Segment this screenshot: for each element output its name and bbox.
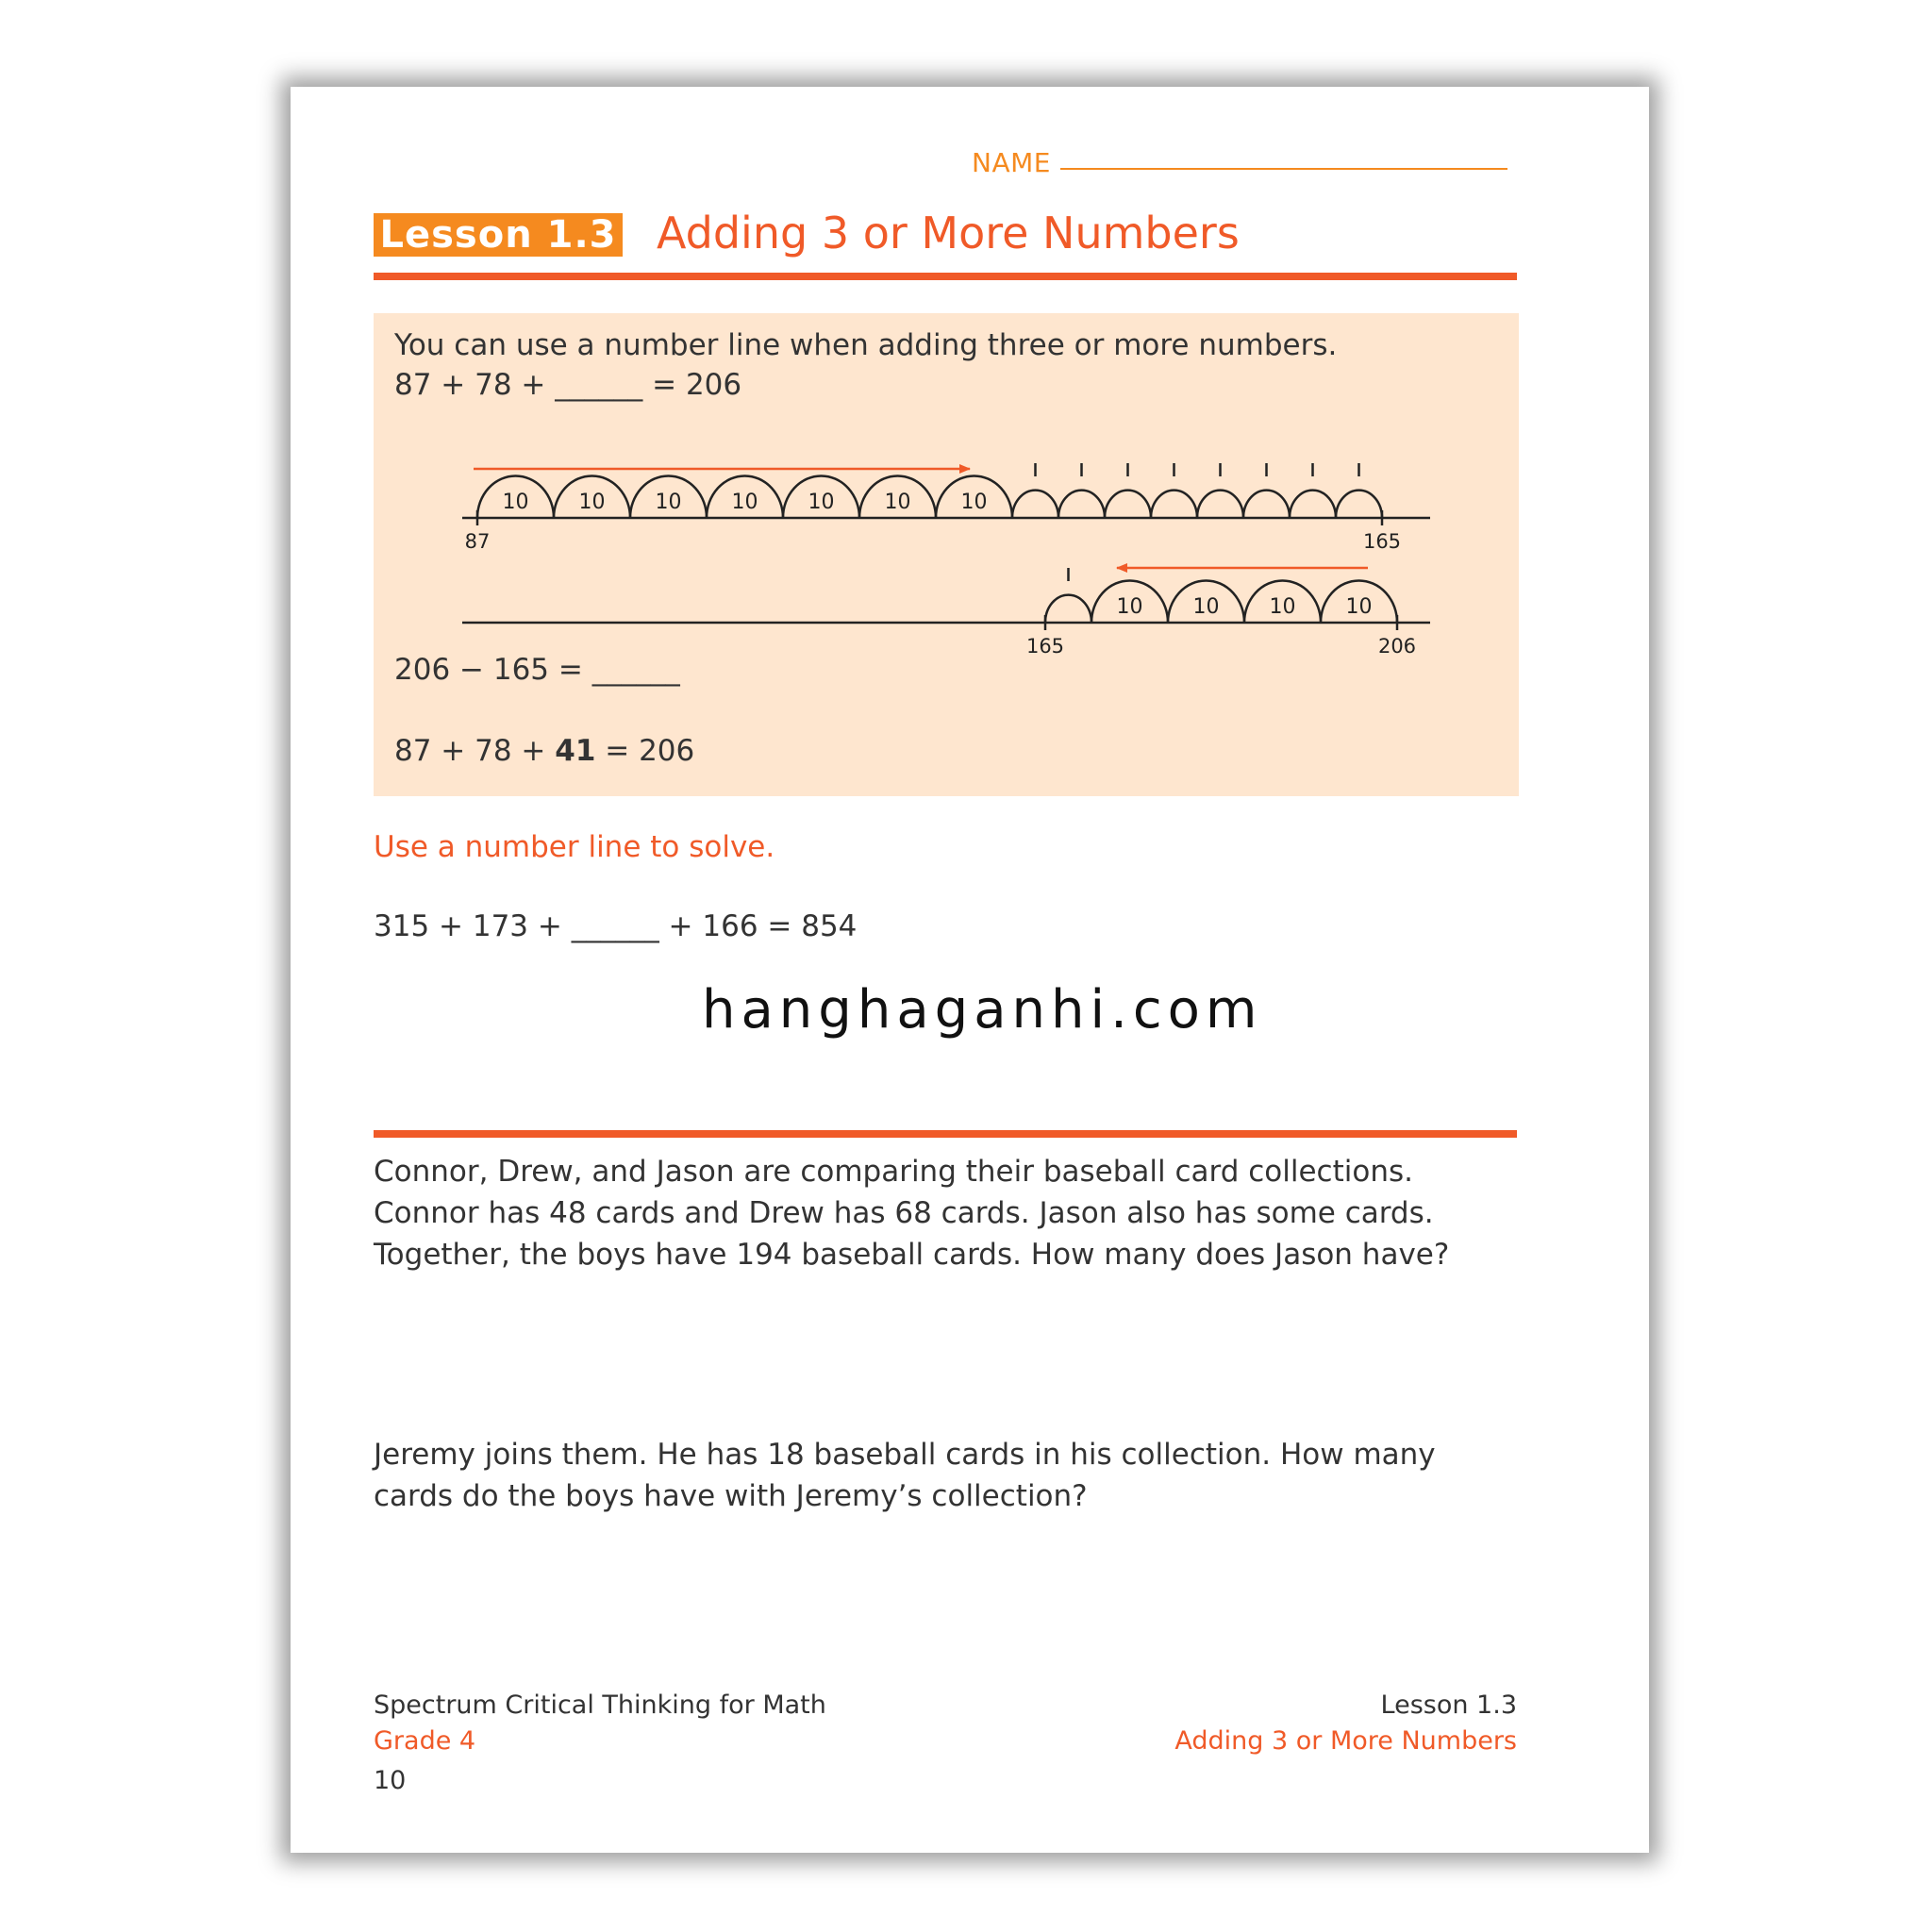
jump-label-ten: 10 [655, 491, 682, 514]
example-box [374, 313, 1519, 796]
name-blank-line [1060, 168, 1507, 170]
name-label: NAME [972, 147, 1051, 178]
line2-start-label: 165 [1025, 635, 1065, 658]
watermark-text: hanghaganhi.com [702, 979, 1263, 1041]
example-equation-1: 87 + 78 + ______ = 206 [394, 368, 742, 402]
title-rule [374, 273, 1517, 280]
number-line-1 [462, 463, 1430, 553]
jump-label-ten: 10 [808, 491, 835, 514]
answer-prefix: 87 + 78 + [394, 734, 556, 768]
jump-label-ten: 10 [1116, 595, 1143, 619]
jump-arc-one [1243, 491, 1290, 518]
jump-label-ten: 10 [502, 491, 529, 514]
lesson-badge: Lesson 1.3 [374, 213, 623, 257]
jump-arc-one [1290, 491, 1336, 518]
lesson-title: Adding 3 or More Numbers [657, 208, 1240, 258]
footer-lesson-ref: Lesson 1.3 [1380, 1690, 1517, 1720]
jump-label-ten: 10 [1192, 595, 1220, 619]
word-problem-1: Connor, Drew, and Jason are comparing their baseball card collections. Connor has 48 cards and Drew has 68 cards. Jason also has some cards. Together, the boys have 194 baseball cards. How many does Jason have? [374, 1155, 1450, 1272]
jump-arc-one [1336, 491, 1382, 518]
exercise-instruction: Use a number line to solve. [374, 830, 775, 864]
answer-value: 41 [555, 734, 596, 768]
footer-grade: Grade 4 [374, 1726, 476, 1756]
line1-end-label: 165 [1362, 530, 1402, 553]
jump-arc-one [1197, 491, 1243, 518]
footer-lesson-ref-title: Adding 3 or More Numbers [1174, 1726, 1517, 1756]
number-line-diagram [374, 313, 1519, 796]
jump-label-ten: 10 [731, 491, 758, 514]
jump-label-ten: 10 [578, 491, 606, 514]
example-answer-equation [394, 734, 694, 768]
section-rule [374, 1130, 1517, 1138]
jump-label-ten: 10 [960, 491, 988, 514]
jump-arc-one [1105, 491, 1151, 518]
exercise-problem: 315 + 173 + ______ + 166 = 854 [374, 909, 858, 943]
jump-label-ten: 10 [1345, 595, 1373, 619]
footer-page-number: 10 [374, 1766, 407, 1795]
jump-arc-one [1045, 595, 1091, 623]
footer-book-title: Spectrum Critical Thinking for Math [374, 1690, 826, 1720]
answer-suffix: = 206 [595, 734, 695, 768]
jump-label-ten: 10 [1269, 595, 1296, 619]
jump-arc-one [1151, 491, 1197, 518]
word-problem-2: Jeremy joins them. He has 18 baseball cards in his collection. How many cards do the boys have with Jeremy’s collection? [374, 1438, 1436, 1513]
example-equation-2: 206 − 165 = ______ [394, 653, 680, 687]
jump-label-ten: 10 [884, 491, 911, 514]
jump-arc-one [1012, 491, 1058, 518]
number-line-2 [462, 568, 1430, 658]
worksheet-page [291, 87, 1649, 1853]
line1-start-label: 87 [464, 530, 491, 553]
jump-arc-one [1058, 491, 1105, 518]
line2-end-label: 206 [1377, 635, 1417, 658]
example-intro: You can use a number line when adding three or more numbers. [394, 328, 1338, 362]
